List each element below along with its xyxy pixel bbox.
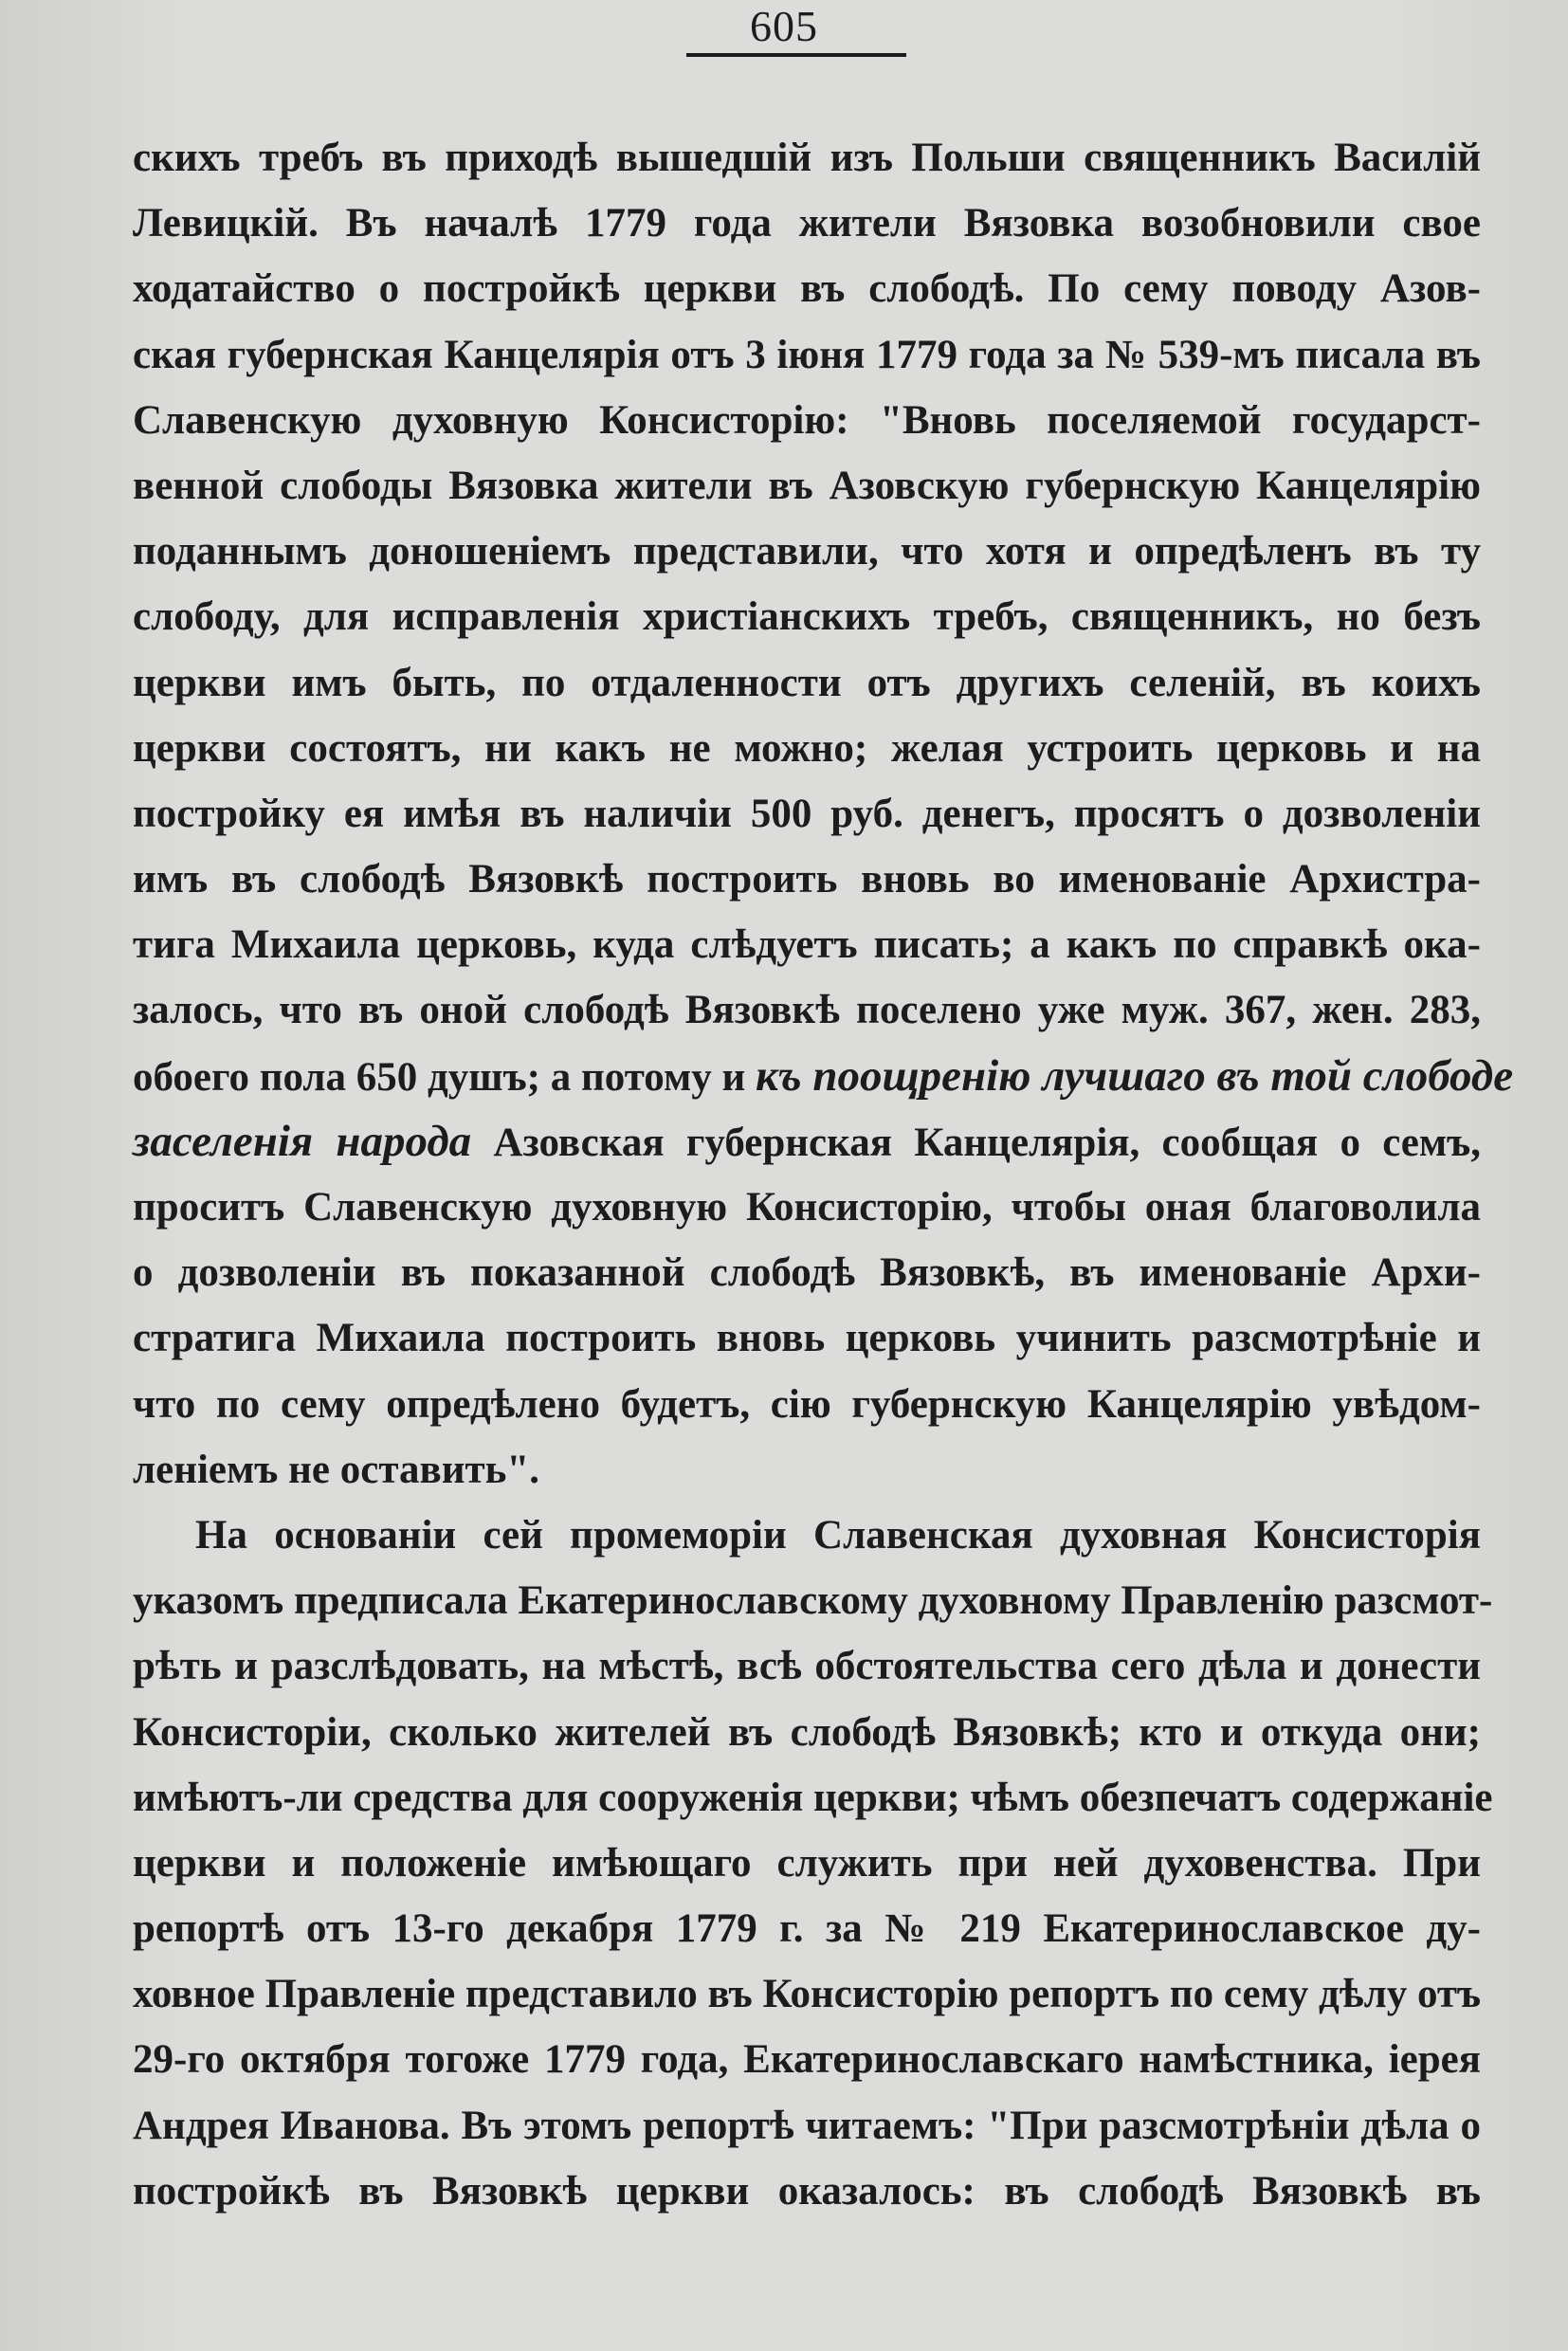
plain-text: обоего пола 650 душъ; а потому и: [133, 1054, 757, 1100]
text-line: постройку ея имѣя въ наличіи 500 руб. денегъ, просятъ о дозволеніи: [133, 791, 1481, 836]
text-line: поданнымъ доношеніемъ представили, что хотя и опредѣленъ въ ту: [133, 529, 1481, 574]
text-line: Славенскую духовную Консисторію: "Вновь поселяемой государст-: [133, 397, 1481, 443]
text-line: что по сему опредѣлено будетъ, сію губернскую Канцелярію увѣдом-: [133, 1381, 1481, 1427]
page-number: 605: [750, 2, 818, 50]
text-line: 29-го октября тогоже 1779 года, Екатеринославскаго намѣстника, іерея: [133, 2037, 1481, 2083]
text-line: указомъ предписала Екатеринославскому духовному Правленію разсмот-: [133, 1578, 1493, 1624]
text-line: леніемъ не оставить".: [133, 1447, 539, 1492]
text-line: церкви и положеніе имѣющаго служить при ней духовенства. При: [133, 1840, 1481, 1886]
text-line: постройкѣ въ Вязовкѣ церкви оказалось: въ слободѣ Вязовкѣ въ: [133, 2168, 1481, 2214]
text-line-mixed: [133, 1044, 1514, 1109]
text-line: церкви имъ быть, по отдаленности отъ другихъ селеній, въ коихъ: [133, 660, 1481, 705]
paragraph-first-line: На основаніи сей промеморіи Славенская духовная Консисторія: [195, 1512, 1481, 1558]
text-line: стратига Михаила построить вновь церковь учинить разсмотрѣніе и: [133, 1316, 1481, 1361]
text-line: скихъ требъ въ приходѣ вышедшій изъ Польши священникъ Василій: [133, 136, 1481, 180]
text-line: репортѣ отъ 13-го декабря 1779 г. за № 219 Екатеринославское ду-: [133, 1906, 1481, 1952]
page-number-rule: [686, 53, 906, 57]
text-line: рѣть и разслѣдовать, на мѣстѣ, всѣ обстоятельства сего дѣла и донести: [133, 1644, 1481, 1689]
text-line: Консисторіи, сколько жителей въ слободѣ Вязовкѣ; кто и откуда они;: [133, 1709, 1481, 1755]
text-line: ходатайство о постройкѣ церкви въ слободѣ. По сему поводу Азов-: [133, 266, 1481, 312]
italic-emphasis: заселенія народа: [133, 1116, 472, 1166]
text-line: имъ въ слободѣ Вязовкѣ построить вновь во именованіе Архистра-: [133, 857, 1481, 902]
text-line: ская губернская Канцелярія отъ 3 іюня 1779 года за № 539-мъ писала въ: [133, 332, 1481, 377]
text-line: имѣютъ-ли средства для сооруженія церкви; чѣмъ обезпечатъ содержаніе: [133, 1775, 1493, 1820]
text-line: венной слободы Вязовка жители въ Азовскую губернскую Канцелярію: [133, 463, 1481, 508]
plain-text: Азовская губернская Канцелярія, сообщая о семъ,: [471, 1120, 1481, 1165]
body-text: [133, 125, 1514, 2224]
text-line: о дозволеніи въ показанной слободѣ Вязовкѣ, въ именованіе Архи-: [133, 1250, 1481, 1296]
text-line: Андрея Иванова. Въ этомъ репортѣ читаемъ: "При разсмотрѣніи дѣла о: [133, 2103, 1481, 2148]
text-line: тига Михаила церковь, куда слѣдуетъ писать; а какъ по справкѣ ока-: [133, 922, 1481, 968]
text-line: Левицкій. Въ началѣ 1779 года жители Вязовка возобновили свое: [133, 201, 1481, 246]
text-line: проситъ Славенскую духовную Консисторію, чтобы оная благоволила: [133, 1185, 1481, 1230]
text-line: залось, что въ оной слободѣ Вязовкѣ поселено уже муж. 367, жен. 283,: [133, 988, 1481, 1033]
text-line: ховное Правленіе представило въ Консисторію репортъ по сему дѣлу отъ: [133, 1972, 1482, 2017]
text-line: церкви состоятъ, ни какъ не можно; желая устроить церковь и на: [133, 725, 1481, 771]
text-line: слободу, для исправленія христіанскихъ требъ, священникъ, но безъ: [133, 594, 1481, 640]
italic-emphasis: къ поощренію лучшаго въ той слободе: [756, 1050, 1514, 1101]
text-line-mixed: [133, 1109, 1481, 1175]
